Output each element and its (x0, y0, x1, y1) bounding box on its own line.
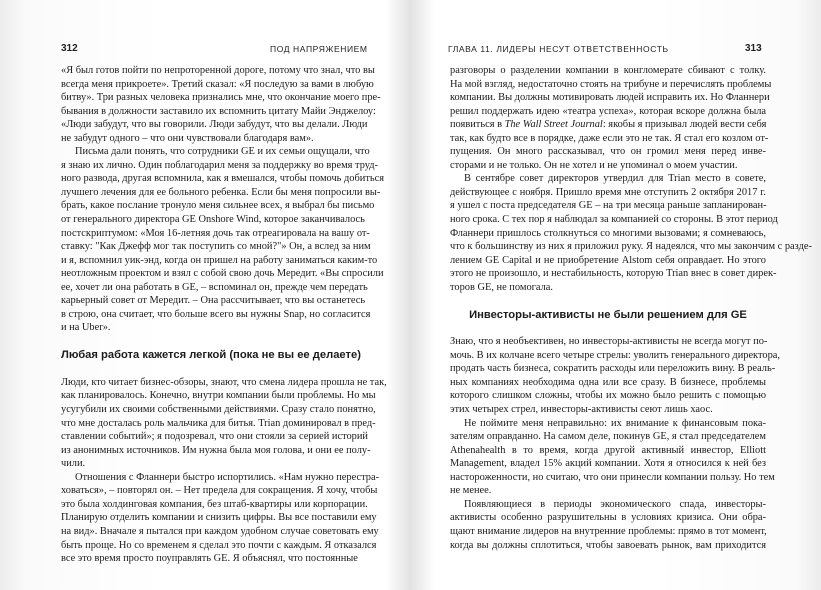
left-page (0, 0, 410, 590)
text-line: активисты особенно разрушительны в условиях кризиса. Они обра- (450, 512, 766, 524)
text-line: Management, владел 15% акций компании. Хотя я относился к ней без (450, 458, 766, 470)
text-line: бывания в должности заставило их вспомнить цитату Майи Энджелоу: (61, 105, 376, 117)
text-line: «Люди забудут, что вы говорили. Люди забудут, что вы делали. Люди (61, 119, 368, 131)
text-line: все это время просто поуправлять GE. Я объяснял, что постоянные (61, 553, 358, 565)
text-line: На мой взгляд, недостаточно стоять на трибуне и перечислять проблемы (450, 78, 772, 90)
text-line: Планирую отделить компании и снизить цифры. Вы все поставили ему (61, 512, 377, 524)
text-line: так, как будто все в порядке, даже если это не так. Я стал его козлом от- (450, 132, 769, 144)
text-fragment: появиться в (450, 119, 505, 131)
text-line: ховаться», – повторял он. – Нет предела для сокращения. Я хочу, чтобы (61, 485, 378, 497)
paragraph (450, 172, 812, 294)
text-line: Отношения с Фланнери быстро испортились. «Нам нужно перестра- (75, 471, 380, 483)
text-line: ного развода, другая вспомнила, как я вмешался, чтобы помочь добиться (61, 173, 385, 185)
text-line: я знаю их лично. Один поблагодарил меня за поддержку во время труд- (61, 159, 379, 171)
text-line: брать, какое послание тронуло меня сильнее всех, я выбрал бы письмо (61, 200, 375, 212)
text-line: ставлении событий»; я подозревал, что они стояли за серией историй (61, 431, 368, 443)
right-page (411, 0, 821, 590)
text-line: сторами и не только. Он не хотел и не упоминал о моем участии. (450, 159, 738, 171)
text-line: из анонимных источников. Им нужна была моя голова, и они ее полу- (61, 444, 371, 456)
section-heading: Инвесторы-активисты не были решением для GE (469, 308, 747, 321)
text-line: не менее. (450, 485, 492, 497)
text-line: Знаю, что я необъективен, но инвесторы-активисты не всегда могут по- (450, 336, 768, 348)
text-line: когда вы должны сплотиться, чтобы завоевать рынок, вам приходится (450, 539, 766, 551)
text-line: Письма дали понять, что сотрудники GE и их семьи ощущали, что (75, 146, 370, 158)
paragraph (450, 64, 772, 172)
text-line: я ушел с поста председателя GE – на три месяца раньше запланирован- (450, 200, 767, 212)
text-line: Люди, кто читает бизнес-обзоры, знают, что смена лидера прошла не так, (61, 376, 387, 388)
newspaper-title: The Wall Street Journal (504, 119, 603, 131)
text-line: продать часть бизнеса, сократить расходы или переложить вину. В реаль- (450, 363, 776, 375)
text-line: не забудут одного – что они чувствовали благодаря вам». (61, 132, 314, 144)
text-line: ного срока. С тех пор я наблюдал за компанией со стороны. В этот период (450, 214, 778, 226)
text-line: разговоры о разделении компании в конгломерате сбивают с толку. (450, 65, 766, 76)
text-line: постскриптумом: «Моя 16-летняя дочь так отреагировала на вашу от- (61, 227, 370, 239)
text-line: компании. Вы должны мотивировать людей исправить их. Но Фланнери (450, 92, 770, 104)
paragraph (61, 64, 381, 145)
text-line: Фланнери пришлось столкнуться со многими вызовами; я сомневаюсь, (450, 227, 766, 239)
running-head: ГЛАВА 11. ЛИДЕРЫ НЕСУТ ОТВЕТСТВЕННОСТЬ (448, 44, 669, 54)
text-line: усугубили их своими собственными действиями. Сразу стало понятно, (61, 404, 376, 416)
text-line: ных компаниях необходима одна или все сразу. В бизнесе, проблемы (450, 376, 766, 388)
text-line: что к большинству из них я приложил руку. Я надеялся, что мы закончим с разде- (450, 241, 812, 253)
text-line: битву». Три разных человека признались мне, что окончание моего пре- (61, 92, 381, 104)
text-line: что мне досталась роль мальчика для битья. Trian доминировал в пред- (61, 417, 376, 429)
text-line: решил поддержать идею «театра успеха», которая вскоре должна была (450, 105, 766, 117)
text-line: лением GE Capital и не приобретение Alstom себя оправдает. Но этого (450, 254, 766, 266)
paragraph (61, 471, 380, 566)
text-line: этих четырех стрел, инвесторы-активисты сеют лишь хаос. (450, 404, 713, 416)
text-fragment: : якобы я призывал людей вести себя (602, 119, 767, 131)
paragraph (61, 376, 387, 471)
paragraph (61, 145, 385, 335)
text-line: лучшего лечения для ее больного ребенка. Если бы меня попросили вы- (61, 186, 381, 198)
text-line (450, 118, 766, 132)
text-line: это была холдинговая компания, без штаб-квартиры или корпорации. (61, 498, 368, 510)
text-line: всегда меня прикроете». Третий сказал: «Я последую за вами в любую (61, 78, 374, 90)
left-page-body (61, 64, 387, 566)
text-line: чили. (61, 458, 86, 470)
text-line: Не поймите меня неправильно: их внимание к финансовым пока- (464, 417, 766, 429)
text-line: ее, хочет ли она работать в GE, – вспоминал он, прежде чем передать (61, 281, 368, 293)
text-line: пущения. Он много рассказывал, что он громил меня перед инве- (450, 146, 766, 158)
text-line: В сентябре совет директоров утвердил для Trian место в совете, (464, 173, 766, 185)
text-line: которого слишком сложны, чтобы их можно было решить с помощью (450, 390, 766, 402)
text-line: быть проще. Но со временем я сделал это почти с каждым. Я отказался (61, 539, 377, 551)
text-line: от генерального директора GE Onshore Wind, которое заканчивалось (61, 214, 365, 226)
text-line: торов GE, не помогала. (450, 281, 553, 293)
text-line: как планировалось. Конечно, внутри компании были проблемы. Но мы (61, 390, 376, 402)
text-line: мочь. В их колчане всего четыре стрелы: уволить генерального директора, (450, 349, 780, 361)
text-line: настороженности, но считаю, что они принесли компании пользу. Но тем (450, 471, 775, 483)
page-number: 312 (61, 43, 78, 54)
paragraph (450, 335, 780, 416)
text-line: ставку: "Как Джефф мог так поступить со мной?"» Он, а вслед за ним (61, 241, 371, 253)
text-line: и я, вспомнил уик-энд, когда он пришел на работу заниматься каким-то (61, 254, 378, 266)
paragraph (450, 498, 766, 552)
text-line: действующее с ноября. Пришло время мне отступить 2 октября 2017 г. (450, 186, 766, 198)
text-line: и на Uber». (61, 322, 111, 334)
text-line: «Я был готов пойти по непроторенной дороге, потому что знал, что вы (61, 65, 375, 76)
text-line: этого не произошло, и нестабильность, которую Trian внес в совет дирек- (450, 268, 777, 280)
text-line: Athenahealth в то время, когда другой активный инвестор, Elliott (450, 444, 766, 456)
right-page-body (450, 64, 812, 552)
text-line: Появляющиеся в периоды экономического спада, инвесторы- (464, 498, 766, 510)
section-heading: Любая работа кажется легкой (пока не вы ее делаете) (61, 349, 361, 362)
text-line: в строю, она считает, что больше всего вы нужны Snap, но согласится (61, 308, 371, 320)
running-head: ПОД НАПРЯЖЕНИЕМ (270, 44, 368, 54)
page-number: 313 (745, 43, 762, 54)
text-line: щают внимание лидеров на внутренние проблемы: прямо в тот момент, (450, 525, 767, 537)
text-line: неотложным проектом и взял с собой свою дочь Мередит. «Вы спросили (61, 268, 384, 280)
text-line: зателям оправданно. На самом деле, покинув GE, я стал председателем (450, 431, 766, 443)
paragraph (450, 417, 775, 498)
text-line: карьерный совет от Мередит. – Она рассчитывает, что вы останетесь (61, 295, 366, 307)
text-line: на вид». Вначале я пытался при каждом удобном случае советовать ему (61, 525, 379, 537)
